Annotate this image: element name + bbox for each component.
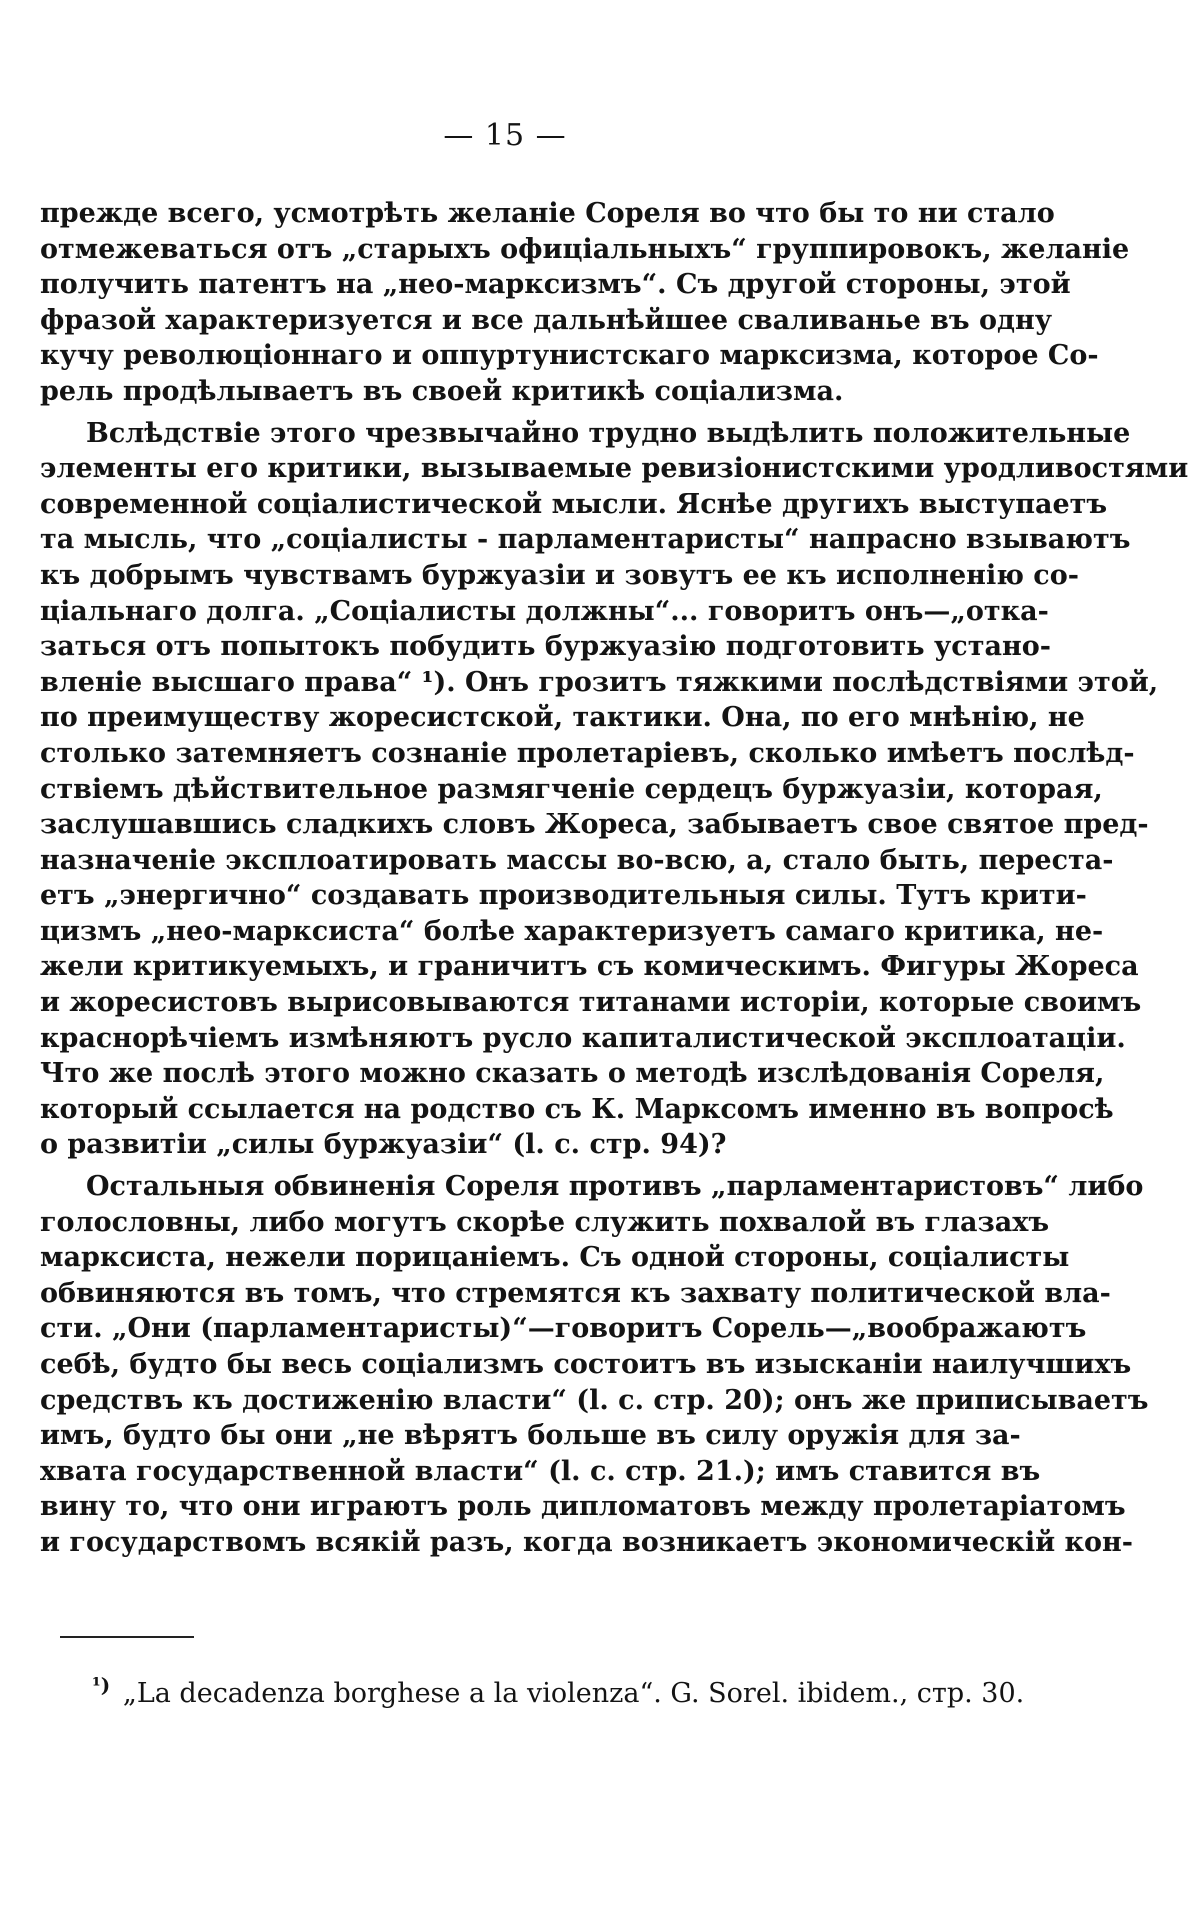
footnote [92, 1668, 1025, 1711]
text-line: та мысль, что „соціалисты - парламентаристы“ напрасно взываютъ [40, 524, 1131, 556]
text-line: вленіе высшаго права“ ¹). Онъ грозитъ тяжкими послѣдствіями этой, [40, 666, 1159, 698]
footnote-marker: ¹) [92, 1673, 111, 1697]
text-line: и жоресистовъ вырисовываются титанами исторіи, которые своимъ [40, 987, 1142, 1019]
text-line: прежде всего, усмотрѣть желаніе Сореля во что бы то ни стало [40, 198, 1055, 229]
text-line: къ добрымъ чувствамъ буржуазіи и зовутъ ее къ исполненію со- [40, 559, 1079, 591]
text-line: етъ „энергично“ создавать производительныя силы. Тутъ крити- [40, 880, 1087, 912]
text-line: столько затемняетъ сознаніе пролетаріевъ, сколько имѣетъ послѣд- [40, 737, 1135, 769]
text-line: заслушавшись сладкихъ словъ Жореса, забываетъ свое святое пред- [40, 809, 1149, 841]
text-line: заться отъ попытокъ побудить буржуазію подготовить устано- [40, 631, 1051, 663]
text-line: назначеніе эксплоатировать массы во-всю, а, стало быть, переста- [40, 844, 1114, 876]
text-line: себѣ, будто бы весь соціализмъ состоитъ въ изысканіи наилучшихъ [40, 1349, 1132, 1380]
text-line: цизмъ „нео-марксиста“ болѣе характеризуетъ самаго критика, не- [40, 915, 1104, 947]
text-line: имъ, будто бы они „не вѣрятъ больше въ силу оружія для за- [40, 1420, 1021, 1452]
text-line: хвата государственной власти“ (l. c. стр. 21.); имъ ставится въ [40, 1455, 1041, 1487]
text-line: который ссылается на родство съ К. Марксомъ именно въ вопросѣ [40, 1093, 1114, 1125]
text-line: рель продѣлываетъ въ своей критикѣ соціализма. [40, 375, 844, 407]
text-line: средствъ къ достиженію власти“ (l. c. стр. 20); онъ же приписываетъ [40, 1384, 1149, 1416]
text-line: марксиста, нежели порицаніемъ. Съ одной стороны, соціалисты [40, 1242, 1070, 1274]
main-text [40, 196, 1188, 1561]
text-line: Что же послѣ этого можно сказать о методѣ изслѣдованія Сореля, [40, 1058, 1105, 1090]
text-line: получить патентъ на „нео-марксизмъ“. Съ другой стороны, этой [40, 269, 1071, 301]
text-line: о развитіи „силы буржуазіи“ (l. c. стр. 94)? [40, 1129, 727, 1161]
text-line: голословны, либо могутъ скорѣе служить похвалой въ глазахъ [40, 1206, 1050, 1238]
text-line: по преимуществу жоресистской, тактики. Она, по его мнѣнію, не [40, 702, 1085, 734]
text-line: отмежеваться отъ „старыхъ офиціальныхъ“ группировокъ, желаніе [40, 233, 1130, 265]
paragraph-3 [40, 1169, 1149, 1561]
text-line: Остальныя обвиненія Сореля противъ „парламентаристовъ“ либо [86, 1171, 1144, 1203]
text-line: сти. „Они (парламентаристы)“—говоритъ Сорель—„воображаютъ [40, 1313, 1087, 1345]
footnote-divider [60, 1636, 194, 1638]
text-line: ствіемъ дѣйствительное размягченіе сердецъ буржуазіи, которая, [40, 773, 1103, 805]
page-number: — 15 — [443, 118, 567, 153]
text-line: обвиняются въ томъ, что стремятся къ захвату политической вла- [40, 1277, 1111, 1309]
text-line: кучу революціоннаго и оппуртунистскаго марксизма, которое Со- [40, 340, 1099, 372]
footnote-text: „La decadenza borghese a la violenza“. G. Sorel. ibidem., стр. 30. [122, 1678, 1025, 1709]
text-line: краснорѣчіемъ измѣняютъ русло капиталистической эксплоатаціи. [40, 1022, 1126, 1054]
text-line: Вслѣдствіе этого чрезвычайно трудно выдѣлить положительные [86, 417, 1131, 449]
text-line: жели критикуемыхъ, и граничитъ съ комическимъ. Фигуры Жореса [40, 951, 1139, 983]
text-line: и государствомъ всякій разъ, когда возникаетъ экономическій кон- [40, 1526, 1133, 1558]
text-line: элементы его критики, вызываемые ревизіонистскими уродливостями [40, 453, 1188, 485]
text-line: современной соціалистической мысли. Яснѣе другихъ выступаетъ [40, 488, 1108, 520]
paragraph-2 [40, 416, 1188, 1163]
text-line: ціальнаго долга. „Соціалисты должны“... говоритъ онъ—„отка- [40, 595, 1049, 627]
paragraph-1 [40, 196, 1130, 410]
text-line: фразой характеризуется и все дальнѣйшее сваливанье въ одну [40, 304, 1053, 336]
text-line: вину то, что они играютъ роль дипломатовъ между пролетаріатомъ [40, 1491, 1126, 1523]
